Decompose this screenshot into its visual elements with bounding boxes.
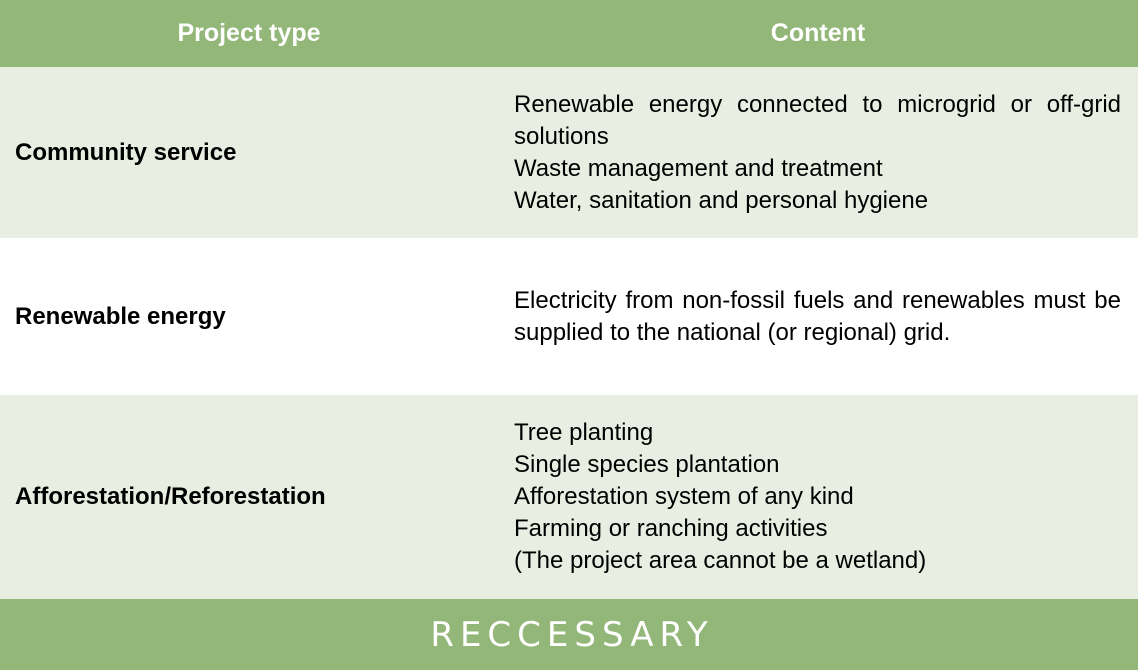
table-header [0,0,1138,67]
project-type-cell: Community service [15,138,237,166]
content-line: Renewable energy connected to microgrid or off-grid solutions [514,90,1121,150]
content-line: Farming or ranching activities [514,515,828,542]
project-type-cell: Afforestation/Reforestation [15,483,326,510]
content-line: Tree planting [514,419,654,446]
table-row [0,395,1138,599]
content-line: (The project area cannot be a wetland) [514,547,927,574]
table-row [0,238,1138,395]
content-line: Afforestation system of any kind [514,483,854,510]
content-cell [514,395,1121,599]
content-line: Waste management and treatment [514,154,883,182]
content-line: Electricity from non-fossil fuels and renewables must be supplied to the national (or regional) grid. [514,286,1121,346]
header-content: Content [770,19,866,47]
header-project-type: Project type [177,19,321,47]
content-line: Single species plantation [514,451,780,478]
content-line: Water, sanitation and personal hygiene [514,186,929,214]
content-cell [514,238,1121,395]
reccessary-logo: RECCESSARY [430,614,714,655]
footer-bar [0,599,1138,670]
project-type-cell: Renewable energy [15,302,226,330]
table-row [0,67,1138,238]
content-cell [514,67,1121,238]
